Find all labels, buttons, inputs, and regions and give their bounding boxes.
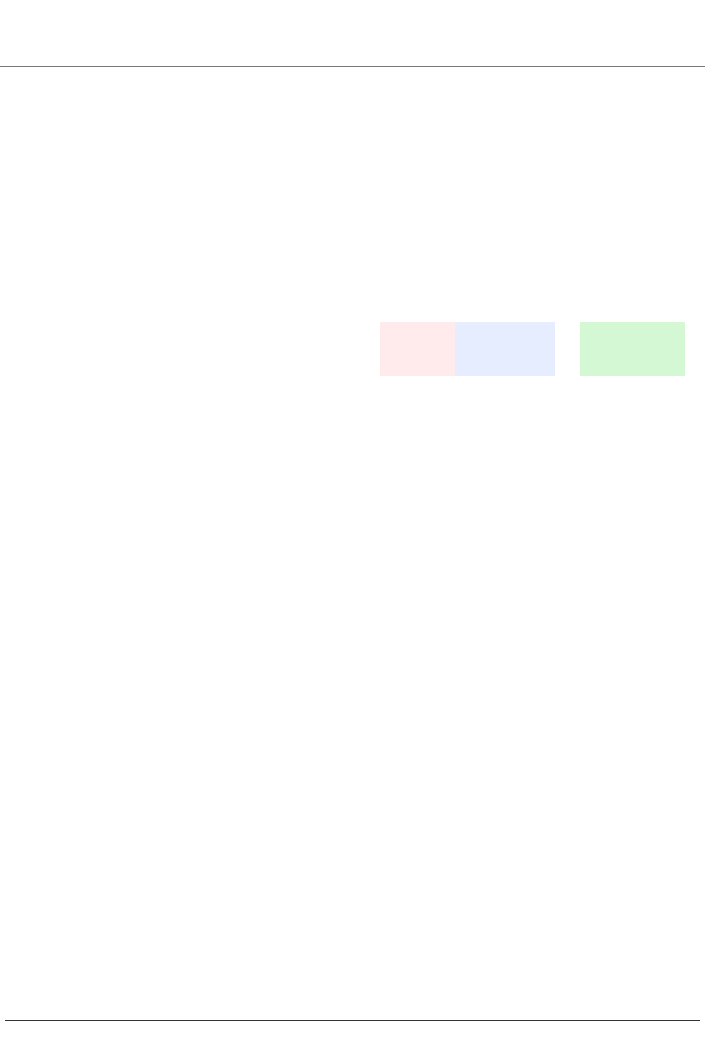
- highlight-blue: [455, 322, 555, 376]
- highlight-green: [580, 322, 685, 376]
- footer-divider: [5, 1020, 700, 1021]
- highlight-red: [380, 322, 455, 376]
- header-divider: [0, 66, 705, 67]
